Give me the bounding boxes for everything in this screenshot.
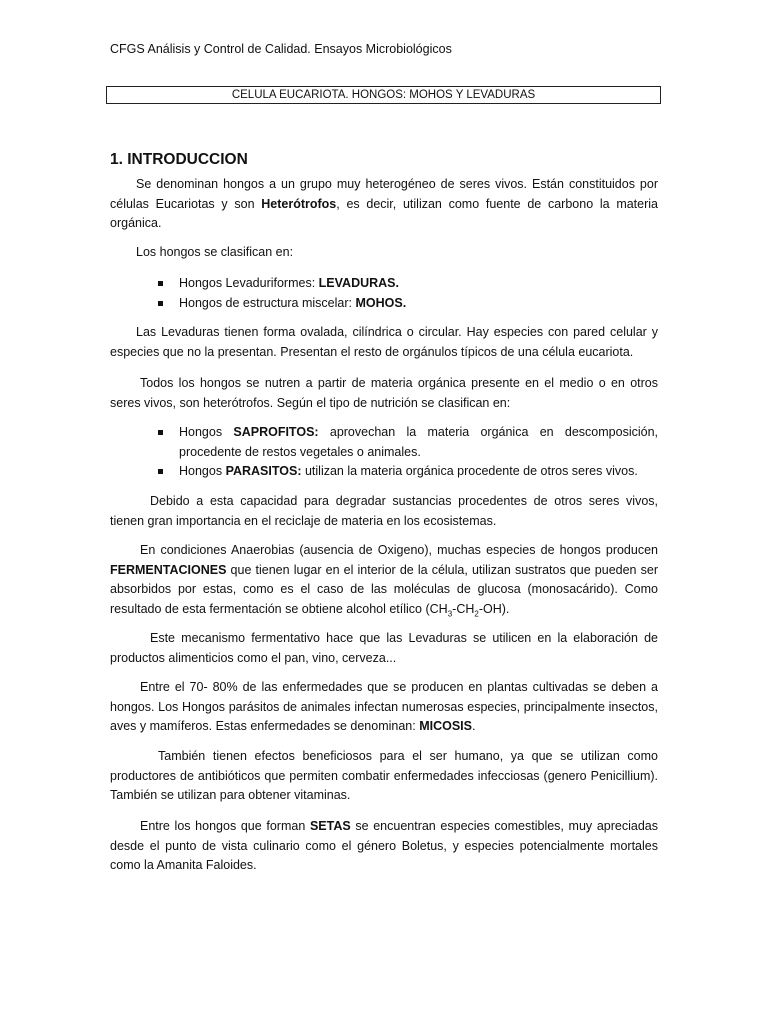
paragraph-reciclaje: Debido a esta capacidad para degradar sustancias procedentes de otros seres vivos, tienen gran importancia en el reciclaje de materia en los ecosistemas. — [110, 494, 658, 528]
document-title: CELULA EUCARIOTA. HONGOS: MOHOS Y LEVADURAS — [106, 86, 661, 104]
list-fungi-types — [110, 274, 658, 313]
list-item: Hongos SAPROFITOS: aprovechan la materia orgánica en descomposición, procedente de restos vegetales o animales. — [110, 423, 658, 462]
paragraph-intro: Se denominan hongos a un grupo muy heterogéneo de seres vivos. Están constituidos por células Eucariotas y son Heterótrofos, es decir, utilizan como fuente de carbono la materia orgánica. — [110, 177, 658, 230]
paragraph-fermentaciones: En condiciones Anaerobias (ausencia de Oxigeno), muchas especies de hongos producen FERMENTACIONES que tienen lugar en el interior de la célula, utilizan sustratos que pueden ser absorbidos por estas, como es el caso de las moléculas de glucosa (monosacárido). Como resultado de esta fermentación se obtiene alcohol etílico $(CH_3-CH_2-OH)$. — [110, 543, 658, 618]
list-item: Hongos PARASITOS: utilizan la materia orgánica procedente de otros seres vivos. — [110, 462, 658, 482]
term-heterotrofos: Heterótrofos — [261, 196, 337, 211]
section-title: INTRODUCCION — [127, 151, 248, 168]
list-item: Hongos Levaduriformes: LEVADURAS. — [110, 274, 658, 294]
list-nutrition-types — [110, 423, 658, 482]
paragraph-levaduras: Las Levaduras tienen forma ovalada, cilíndrica o circular. Hay especies con pared celular y especies que no la presentan. Presentan el resto de orgánulos típicos de una célula eucariota. — [110, 325, 658, 359]
paragraph-classification: Los hongos se clasifican en: — [136, 245, 294, 259]
section-heading — [110, 151, 248, 169]
section-number: 1. — [110, 151, 123, 168]
page-header: CFGS Análisis y Control de Calidad. Ensayos Microbiológicos — [110, 42, 452, 56]
paragraph-setas: Entre los hongos que forman SETAS se encuentran especies comestibles, muy apreciadas desde el punto de vista culinario como el género Boletus, y especies potencialmente mortales como la Amanita Faloides. — [110, 819, 658, 872]
list-item: Hongos de estructura miscelar: MOHOS. — [110, 294, 658, 314]
paragraph-nutricion: Todos los hongos se nutren a partir de materia orgánica presente en el medio o en otros seres vivos, son heterótrofos. Según el tipo de nutrición se clasifican en: — [110, 376, 658, 410]
paragraph-enfermedades: Entre el 70- 80% de las enfermedades que se producen en plantas cultivadas se deben a hongos. Los Hongos parásitos de animales infectan numerosas especies, principalmente insectos, aves y mamíferos. Estas enfermedades se denominan: MICOSIS. — [110, 680, 658, 733]
paragraph-beneficios: También tienen efectos beneficiosos para el ser humano, ya que se utilizan como productores de antibióticos que permiten combatir enfermedades infecciosas (genero Penicillium). También se utilizan para obtener vitaminas. — [110, 749, 658, 802]
paragraph-mecanismo: Este mecanismo fermentativo hace que las Levaduras se utilicen en la elaboración de productos alimenticios como el pan, vino, cerveza... — [110, 631, 658, 665]
